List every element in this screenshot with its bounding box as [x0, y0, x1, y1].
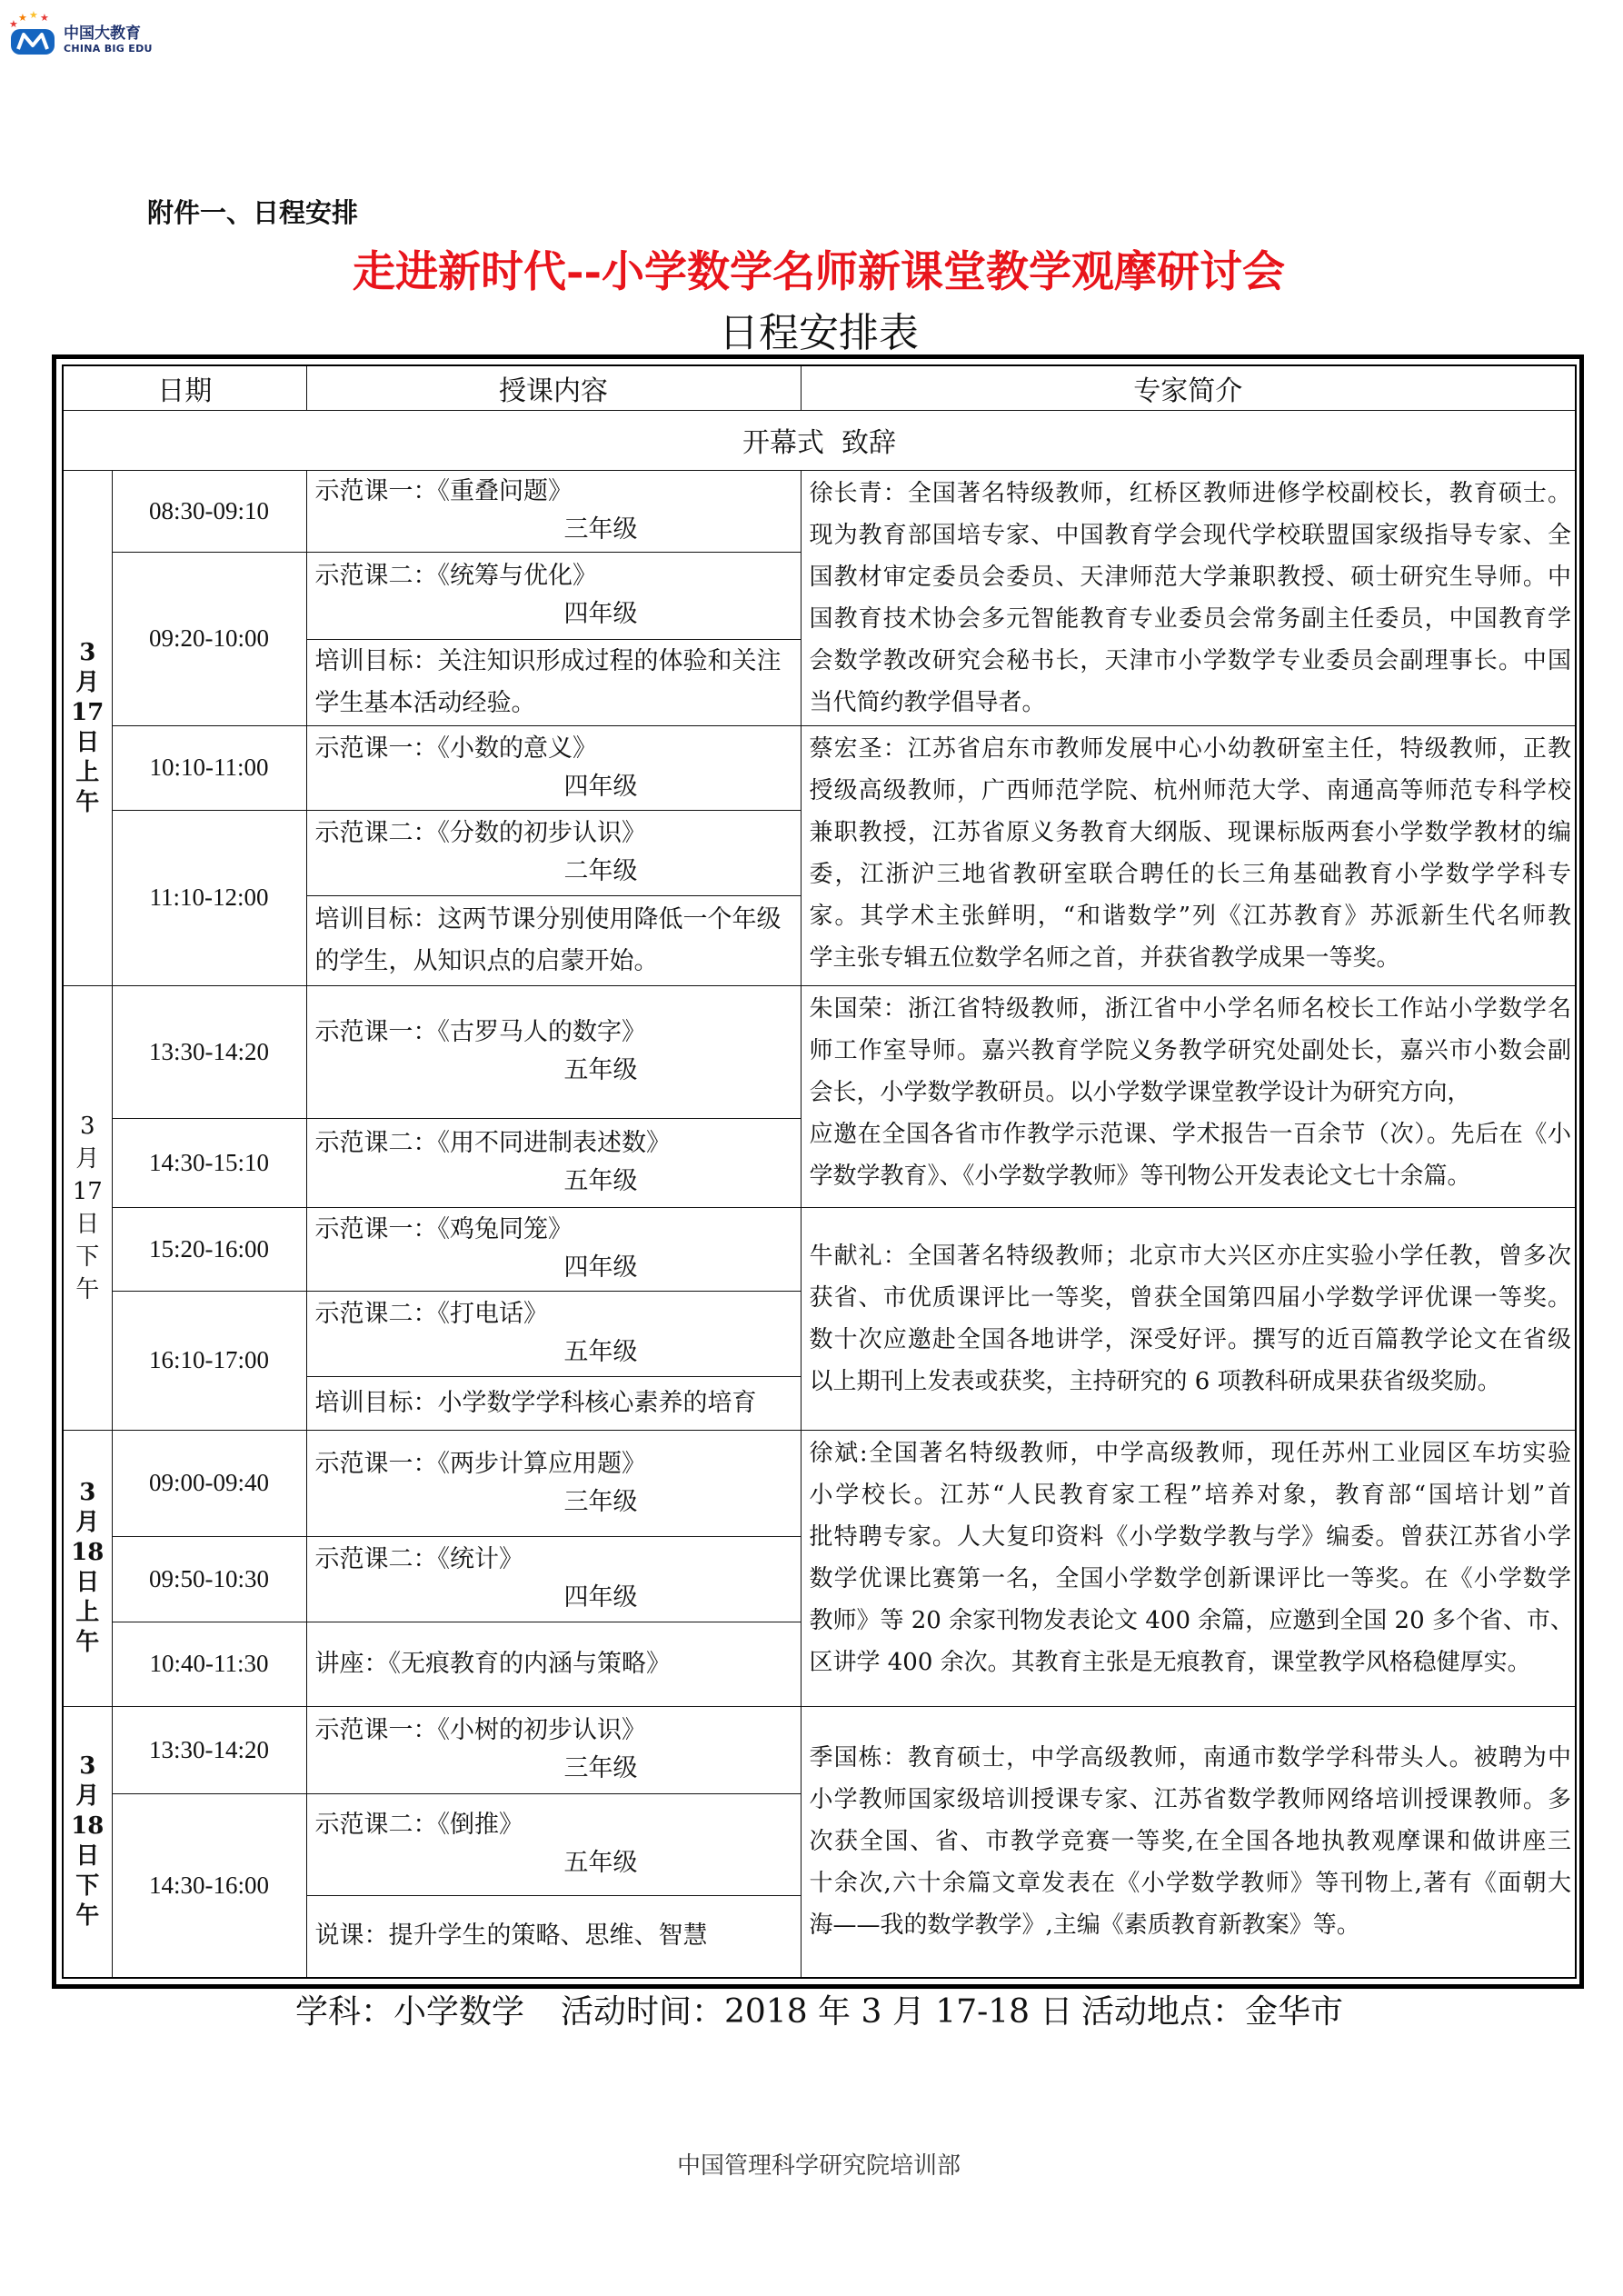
bio-line: 教师》等 20 余家刊物发表论文 400 余篇，应邀到全国 20 多个省、市、: [809, 1606, 1574, 1634]
schedule-table-frame: [52, 354, 1584, 1989]
header-content: 授课内容: [306, 365, 801, 410]
schedule-title: 日程安排表: [719, 310, 919, 356]
expert-bio: [801, 725, 1576, 985]
lesson-cell: [306, 1291, 801, 1376]
bio-line: 以上期刊上发表或获奖，主持研究的 6 项教科研成果获省级奖励。: [809, 1367, 1501, 1395]
svg-text:★: ★: [29, 11, 38, 21]
date-part: 月: [75, 1144, 100, 1173]
date-part: 18: [71, 1812, 105, 1841]
bio-line: 应邀在全国各省市作教学示范课、学术报告一百余节（次）。先后在《小: [809, 1120, 1571, 1148]
bio-line: 蔡宏圣：江苏省启东市教师发展中心小幼教研室主任，特级教师，正教: [809, 734, 1571, 763]
lesson-grade: 五年级: [563, 1849, 638, 1877]
bio-line: 区讲学 400 余次。其教育主张是无痕教育，课堂教学风格稳健厚实。: [809, 1648, 1531, 1676]
expert-bio: [801, 1706, 1576, 1978]
bio-line: 会数学教改研究会秘书长，天津市小学数学专业委员会副理事长。中国: [809, 646, 1571, 674]
time-slot: 14:30-16:00: [112, 1793, 306, 1978]
bio-line: 牛献礼：全国著名特级教师；北京市大兴区亦庄实验小学任教，曾多次: [809, 1242, 1571, 1270]
lesson-grade: 五年级: [563, 1338, 638, 1366]
table-row: [63, 1207, 1576, 1291]
bio-line: 次获全国、省、市教学竞赛一等奖,在全国各地执教观摩课和做讲座三: [809, 1828, 1571, 1856]
svg-text:★: ★: [18, 12, 27, 24]
bio-line: 会长，小学数学教研员。以小学数学课堂教学设计为研究方向，: [809, 1078, 1471, 1106]
time-slot: 15:20-16:00: [112, 1207, 306, 1291]
lesson-cell: [306, 1793, 801, 1895]
lesson-grade: 四年级: [563, 772, 638, 801]
brand-logo: [7, 11, 162, 60]
header-date: 日期: [63, 365, 306, 410]
lesson-cell: [306, 470, 801, 552]
bio-line: 委，江浙沪三地省教研室联合聘任的长三角基础教育小学数学学科专: [809, 860, 1571, 888]
table-header-row: [63, 365, 1576, 410]
bio-line: 徐长青：全国著名特级教师，红桥区教师进修学校副校长，教育硕士。: [809, 479, 1571, 507]
logo-tagline: CHINA BIG EDU: [64, 43, 153, 55]
lesson-cell: [306, 1118, 801, 1207]
lesson-title: 示范课一：《鸡兔同笼》: [314, 1215, 573, 1243]
expert-bio: [801, 1207, 1576, 1430]
date-part: 日: [75, 728, 100, 756]
date-part: 月: [75, 668, 100, 696]
bio-line: 季国栋：教育硕士，中学高级教师，南通市数学学科带头人。被聘为中: [809, 1744, 1571, 1772]
date-part: 午: [75, 788, 100, 816]
time-slot: 10:40-11:30: [112, 1622, 306, 1706]
time-slot: 13:30-14:20: [112, 1706, 306, 1793]
date-part: 午: [75, 1629, 100, 1656]
table-row: [63, 1706, 1576, 1793]
bio-line: 朱国荣：浙江省特级教师，浙江省中小学名师名校长工作站小学数学名: [809, 994, 1571, 1023]
lesson-grade: 二年级: [563, 857, 638, 885]
lesson-cell: [306, 1706, 801, 1793]
lesson-grade: 四年级: [563, 1253, 638, 1282]
table-row: [63, 985, 1576, 1118]
time-slot: 13:30-14:20: [112, 985, 306, 1118]
date-part: 3: [79, 1752, 96, 1781]
date-part: 日: [75, 1842, 100, 1871]
bio-line: 数学优课比赛第一名，全国小学数学创新课评比一等奖。在《小学数学: [809, 1564, 1571, 1592]
table-row: [63, 470, 1576, 552]
date-part: 3: [79, 638, 96, 666]
lesson-title: 示范课二：《统计》: [314, 1545, 523, 1573]
date-part: 上: [75, 1599, 100, 1626]
bio-line: 国教材审定委员会委员、天津师范大学兼职教授、硕士研究生导师。中: [809, 563, 1571, 591]
time-slot: 11:10-12:00: [112, 810, 306, 985]
lesson-title: 示范课二：《倒推》: [314, 1811, 523, 1839]
date-part: 下: [75, 1872, 100, 1901]
date-part: 午: [75, 1275, 100, 1303]
bio-line: 学主张专辑五位数学名师之首，并获省教学成果一等奖。: [809, 943, 1400, 972]
lesson-title: 示范课一：《重叠问题》: [314, 477, 573, 505]
lesson-grade: 三年级: [563, 515, 638, 544]
table-row: [63, 1430, 1576, 1536]
lesson-title: 示范课一：《两步计算应用题》: [314, 1449, 646, 1478]
date-part: 午: [75, 1902, 100, 1931]
lesson-cell: [306, 552, 801, 639]
bio-line: 徐斌:全国著名特级教师，中学高级教师，现任苏州工业园区车坊实验: [809, 1439, 1571, 1467]
expert-bio: [801, 985, 1576, 1207]
expert-bio: [801, 1430, 1576, 1706]
bio-line: 兼职教授，江苏省原义务教育大纲版、现课标版两套小学数学教材的编: [809, 818, 1571, 846]
session-date: [63, 470, 112, 985]
time-slot: 10:10-11:00: [112, 725, 306, 810]
lesson-cell: [306, 1430, 801, 1536]
lesson-grade: 四年级: [563, 600, 638, 628]
lesson-cell: [306, 810, 801, 895]
lesson-title: 示范课一：《小数的意义》: [314, 734, 597, 763]
lesson-grade: 五年级: [563, 1167, 638, 1195]
time-slot: 09:20-10:00: [112, 552, 306, 725]
lesson-title: 示范课二：《打电话》: [314, 1300, 548, 1328]
bio-line: 批特聘专家。人大复印资料《小学数学教与学》编委。曾获江苏省小学: [809, 1522, 1571, 1551]
session-date: [63, 985, 112, 1430]
lesson-grade: 五年级: [563, 1056, 638, 1084]
training-goal: 培训目标：小学数学学科核心素养的培育: [306, 1376, 801, 1430]
lesson-title: 示范课二：《分数的初步认识》: [314, 819, 646, 847]
event-subject: 学科：小学数学: [295, 1993, 525, 2031]
lesson-grade: 四年级: [563, 1583, 638, 1612]
bio-line: 十余次,六十余篇文章发表在《小学数学教师》等刊物上,著有《面朝大: [809, 1870, 1571, 1898]
bio-line: 获省、市优质课评比一等奖，曾获全国第四届小学数学评优课一等奖。: [809, 1283, 1571, 1312]
bio-line: 国教育技术协会多元智能教育专业委员会常务副主任委员，中国教育学: [809, 604, 1571, 633]
event-title: 走进新时代--小学数学名师新课堂教学观摩研讨会: [352, 247, 1285, 297]
lecture-cell: [306, 1622, 801, 1706]
date-part: 3: [79, 1112, 95, 1140]
bio-line: 学数学教育》、《小学数学教师》等刊物公开发表论文七十余篇。: [809, 1162, 1471, 1190]
header-expert: 专家简介: [801, 365, 1576, 410]
table-row: [63, 725, 1576, 810]
time-slot: 16:10-17:00: [112, 1291, 306, 1430]
opening-ceremony-row: [63, 410, 1576, 470]
bio-line: 数十次应邀赴全国各地讲学，深受好评。撰写的近百篇教学论文在省级: [809, 1325, 1571, 1353]
bio-line: 当代简约教学倡导者。: [809, 688, 1046, 716]
lecture-title: 讲座：《无痕教育的内涵与策略》: [314, 1649, 671, 1678]
svg-text:★: ★: [40, 12, 49, 24]
bio-line: 家。其学术主张鲜明，“和谐数学”列《江苏教育》苏派新生代名师教: [809, 902, 1571, 930]
lesson-grade: 三年级: [563, 1487, 638, 1516]
bio-line: 海——我的数学教学》,主编《素质教育新教案》等。: [809, 1912, 1360, 1940]
time-slot: 08:30-09:10: [112, 470, 306, 552]
date-part: 月: [75, 1782, 100, 1811]
lesson-cell: [306, 985, 801, 1118]
date-part: 下: [75, 1243, 100, 1271]
date-part: 17: [71, 698, 105, 726]
lesson-title: 示范课一：《小树的初步认识》: [314, 1716, 646, 1744]
attachment-label: 附件一、日程安排: [147, 197, 359, 228]
date-part: 日: [75, 1569, 100, 1596]
date-part: 18: [71, 1539, 105, 1566]
lesson-cell: [306, 725, 801, 810]
china-big-edu-logo-icon: [7, 11, 60, 58]
lesson-cell: [306, 1536, 801, 1622]
bio-line: 小学校长。江苏“人民教育家工程”培养对象，教育部“国培计划”首: [809, 1481, 1571, 1509]
bio-line: 小学教师国家级培训授课专家、江苏省数学教师网络培训授课教师。多: [809, 1786, 1571, 1814]
event-location: 活动地点：金华市: [1081, 1993, 1344, 2031]
date-part: 上: [75, 758, 100, 786]
training-goal: 培训目标：关注知识形成过程的体验和关注学生基本活动经验。: [306, 639, 801, 725]
expert-bio: [801, 470, 1576, 725]
bio-line: 授级高级教师，广西师范学院、杭州师范大学、南通高等师范专科学校: [809, 776, 1571, 804]
session-date: [63, 1430, 112, 1706]
time-slot: 09:50-10:30: [112, 1536, 306, 1622]
lesson-grade: 三年级: [563, 1754, 638, 1782]
lesson-cell: [306, 1207, 801, 1291]
schedule-table: [62, 364, 1577, 1979]
opening-ceremony: 开幕式 致辞: [63, 410, 1576, 470]
lesson-talk-title: 说课：提升学生的策略、思维、智慧: [314, 1922, 708, 1951]
date-part: 日: [75, 1210, 100, 1238]
bio-line: 现为教育部国培专家、中国教育学会现代学校联盟国家级指导专家、全: [809, 521, 1571, 549]
logo-name: 中国大教育: [64, 25, 141, 43]
lesson-title: 示范课二：《统筹与优化》: [314, 562, 597, 590]
lesson-title: 示范课一：《古罗马人的数字》: [314, 1018, 646, 1046]
lesson-talk-cell: [306, 1895, 801, 1978]
lesson-title: 示范课二：《用不同进制表述数》: [314, 1129, 671, 1157]
date-part: 月: [75, 1509, 100, 1536]
event-time: 活动时间：2018 年 3 月 17-18 日: [561, 1993, 1073, 2031]
time-slot: 14:30-15:10: [112, 1118, 306, 1207]
date-part: 3: [79, 1479, 96, 1506]
session-date: [63, 1706, 112, 1978]
organizer: 中国管理科学研究院培训部: [676, 2152, 961, 2180]
time-slot: 09:00-09:40: [112, 1430, 306, 1536]
training-goal: 培训目标：这两节课分别使用降低一个年级的学生，从知识点的启蒙开始。: [306, 895, 801, 985]
bio-line: 师工作室导师。嘉兴教育学院义务教学研究处副处长，嘉兴市小数会副: [809, 1036, 1571, 1064]
svg-text:★: ★: [9, 18, 18, 30]
date-part: 17: [72, 1177, 103, 1205]
